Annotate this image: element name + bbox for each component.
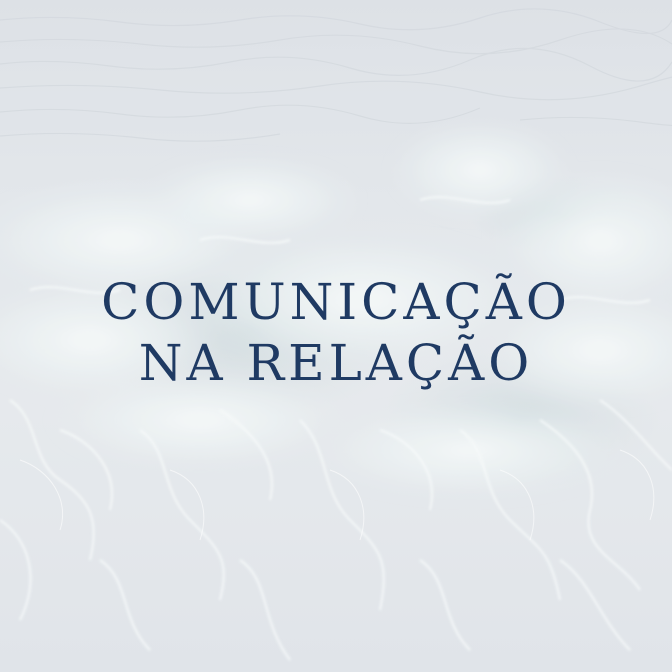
headline-line-2: NA RELAÇÃO [138,334,534,392]
headline-line-1: COMUNICAÇÃO [101,273,571,331]
headline [0,272,672,394]
